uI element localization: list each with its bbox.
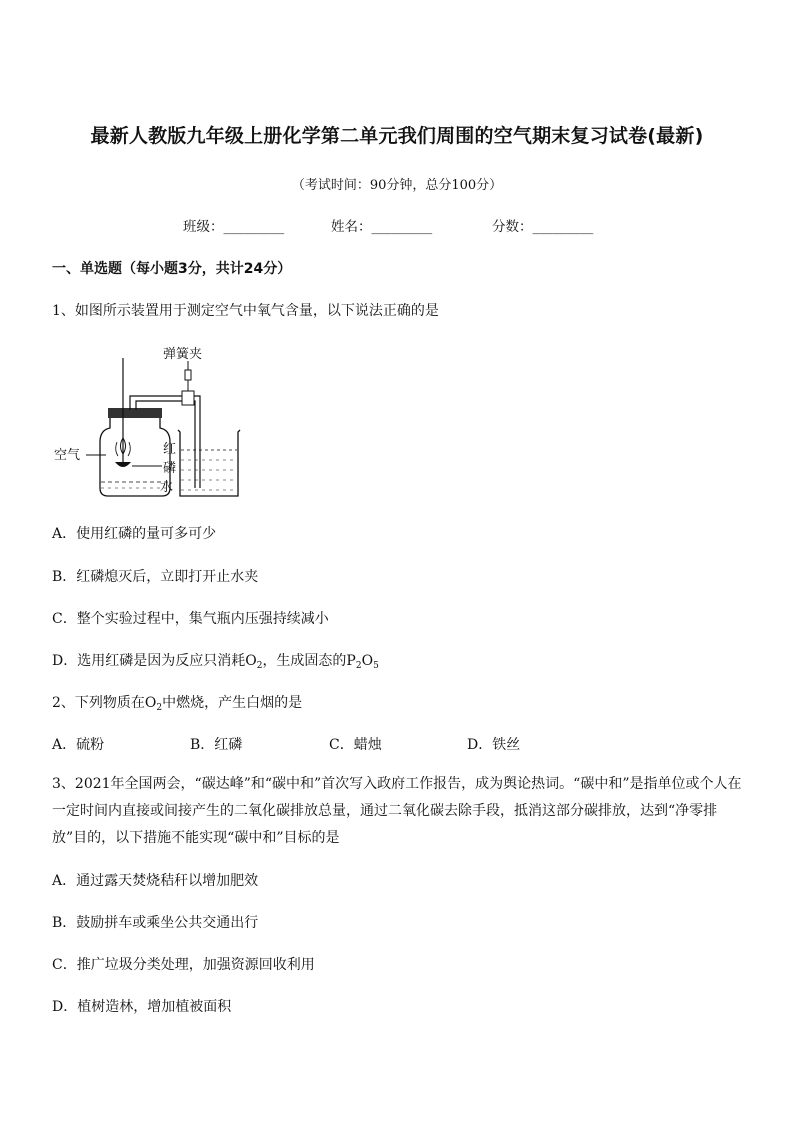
q1-option-a[interactable]: A．使用红磷的量可多可少 <box>52 526 217 542</box>
question-3-stem: 3、2021年全国两会，“碳达峰”和“碳中和”首次写入政府工作报告，成为舆论热词。“碳中和”是指单位或个人在一定时间内直接或间接产生的二氧化碳排放总量，通过二氧化碳去除手段，抵消这部分碳排放，达到“净零排放”目的，以下措施不能实现“碳中和”目标的是 <box>52 776 742 846</box>
combustion-spoon <box>115 462 131 467</box>
water-label: 水 <box>160 480 174 495</box>
q1-option-b[interactable]: B．红磷熄灭后，立即打开止水夹 <box>52 569 259 585</box>
q1-d-sub-1: 2 <box>256 661 263 671</box>
q2-option-b[interactable]: B．红磷 <box>190 737 243 753</box>
q2-option-d[interactable]: D．铁丝 <box>467 737 521 753</box>
score-field[interactable]: 分数：_________ <box>492 219 594 235</box>
clamp-label: 弹簧夹 <box>163 347 203 362</box>
q3-option-a[interactable]: A．通过露天焚烧秸秆以增加肥效 <box>52 873 259 889</box>
q3-option-c[interactable]: C．推广垃圾分类处理，加强资源回收利用 <box>52 957 315 973</box>
beaker <box>178 430 240 496</box>
q1-d-text-3: O <box>361 653 374 669</box>
q1-d-text-2: ，生成固态的P <box>262 653 356 669</box>
oxygen-experiment-diagram <box>50 338 250 503</box>
q1-d-sub-3: 5 <box>373 661 379 671</box>
question-1-stem: 1、如图所示装置用于测定空气中氧气含量，以下说法正确的是 <box>52 303 439 319</box>
spring-clamp <box>182 391 194 405</box>
air-label: 空气 <box>54 448 81 463</box>
exam-title: 最新人教版九年级上册化学第二单元我们周围的空气期末复习试卷(最新) <box>90 125 704 147</box>
question-2-stem <box>52 692 302 712</box>
q1-option-c[interactable]: C．整个实验过程中，集气瓶内压强持续减小 <box>52 611 329 627</box>
q2-stem-text-2: 中燃烧，产生白烟的是 <box>162 695 303 711</box>
q2-option-a[interactable]: A．硫粉 <box>52 737 105 753</box>
phosphorus-label-1: 红 <box>163 442 177 457</box>
q2-stem-text-1: 2、下列物质在O <box>52 695 157 711</box>
jar-stopper <box>108 408 162 418</box>
q1-option-d[interactable] <box>52 650 379 670</box>
q1-d-sub-2: 2 <box>355 661 362 671</box>
q1-d-text-1: D．选用红磷是因为反应只消耗O <box>52 653 257 669</box>
q2-stem-sub: 2 <box>156 703 163 713</box>
q2-option-c[interactable]: C．蜡烛 <box>329 737 382 753</box>
section-heading: 一、单选题（每小题3分，共计24分） <box>52 261 292 277</box>
phosphorus-label-2: 磷 <box>163 461 177 476</box>
class-field[interactable]: 班级：_________ <box>183 219 285 235</box>
q3-option-d[interactable]: D．植树造林，增加植被面积 <box>52 999 232 1015</box>
name-field[interactable]: 姓名：_________ <box>331 219 433 235</box>
q3-option-b[interactable]: B．鼓励拼车或乘坐公共交通出行 <box>52 915 259 931</box>
exam-subtitle: （考试时间：90分钟，总分100分） <box>291 178 503 193</box>
